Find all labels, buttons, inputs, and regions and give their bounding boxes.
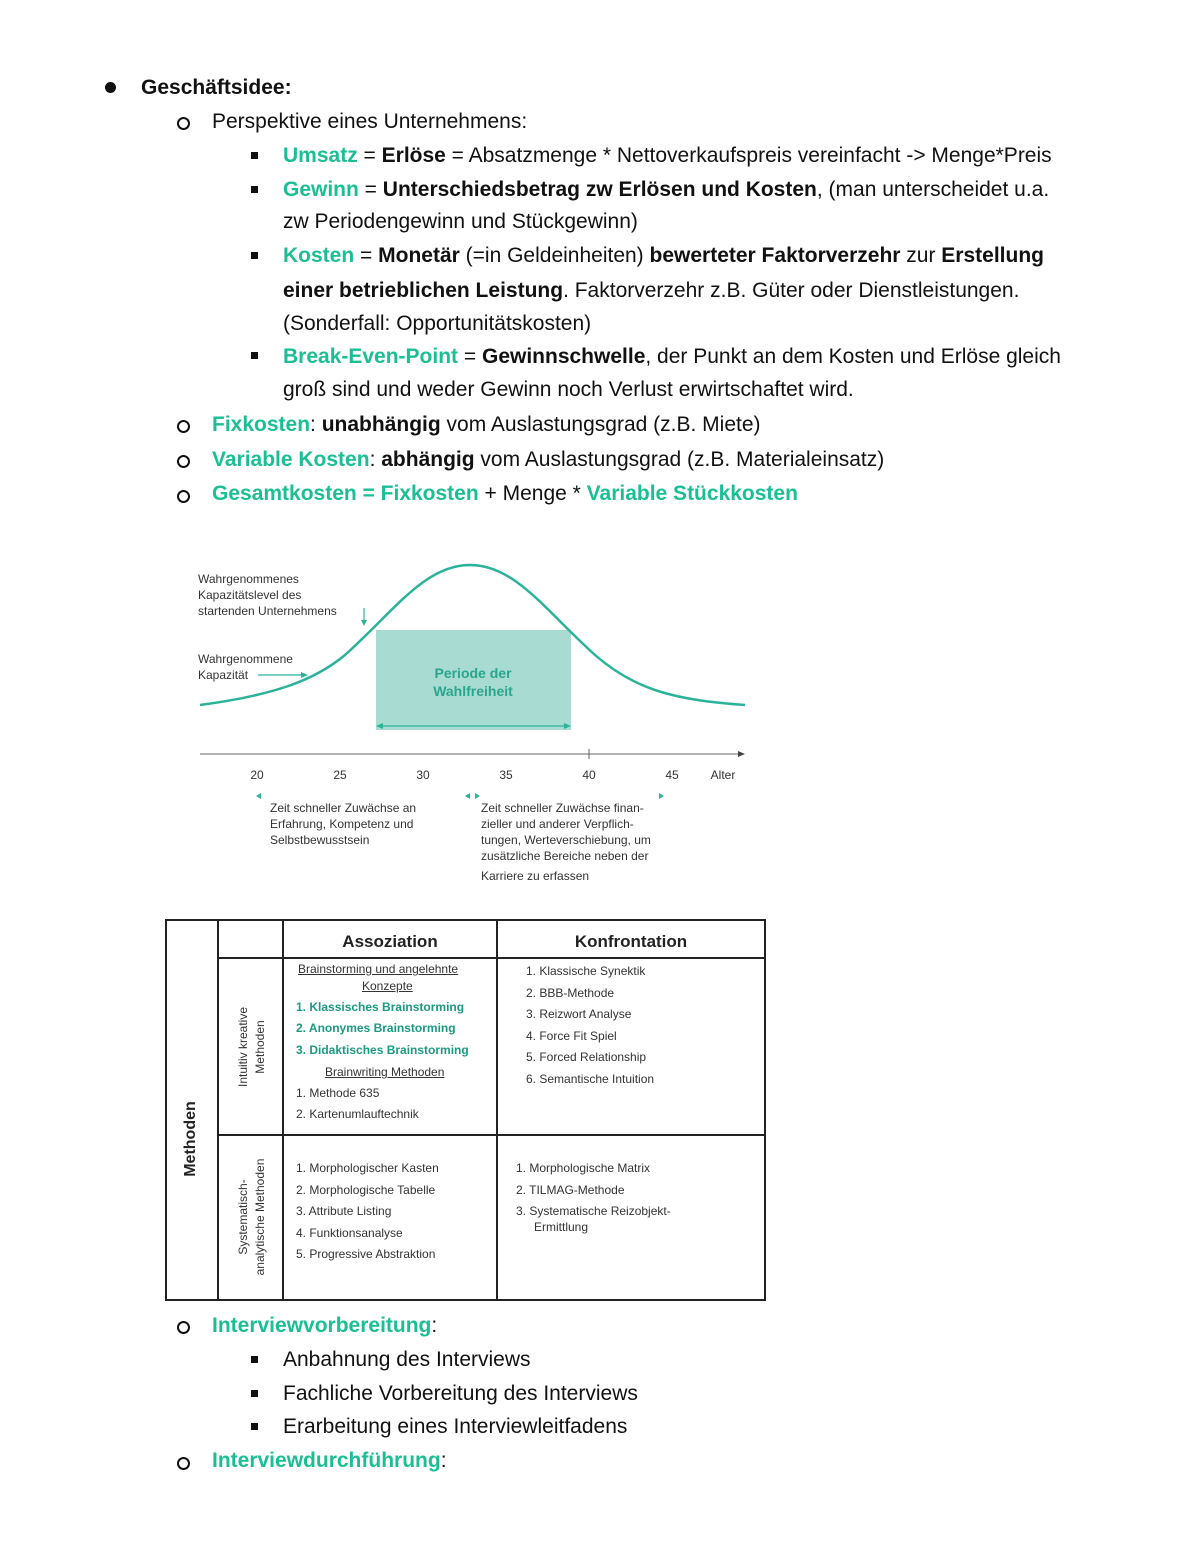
label-kapazitaet-1: Wahrgenommene [198,652,293,666]
term-umsatz: Umsatz [283,144,358,167]
term-variable-kosten: Variable Kosten [212,448,370,471]
axis-arrow [738,751,745,757]
bullet-square [251,1423,258,1430]
bullet-square [251,152,258,159]
konf-item: 2. TILMAG-Methode [516,1183,625,1197]
term-kosten: Kosten [283,244,355,267]
row-label-intuitiv-2: Methoden [253,1020,267,1074]
term-variable-stueckkosten: Variable Stückkosten [586,482,798,505]
right-note-3: tungen, Werteverschiebung, um [481,833,651,847]
assoc-heading-konzepte: Konzepte [362,979,413,993]
text-sonderfall: (Sonderfall: Opportunitätskosten) [283,312,592,335]
left-note-3: Selbstbewusstsein [270,833,370,847]
bullet-circle [177,490,190,503]
text-gewinn-cont: zw Periodengewinn und Stückgewinn) [283,210,638,233]
label-kapazitaet-2: Kapazität [198,668,249,682]
text-plus-menge: + Menge * [478,482,587,505]
tick-20: 20 [250,768,264,782]
tick-30: 30 [416,768,430,782]
assoc-item: 3. Didaktisches Brainstorming [296,1043,469,1057]
label-kapazitaetslevel-3: startenden Unternehmens [198,604,337,618]
text-bep [283,343,1061,371]
assoc-item: 1. Klassisches Brainstorming [296,1000,465,1014]
term-unterschiedsbetrag: Unterschiedsbetrag zw Erlösen und Kosten [382,178,817,201]
konf-item: 3. Reizwort Analyse [526,1007,632,1021]
text-geldeinheiten: (=in Geldeinheiten) [459,244,650,267]
tick-25: 25 [333,768,347,782]
label-kapazitaetslevel-1: Wahrgenommenes [198,572,299,586]
bullet-circle [177,420,190,433]
text-colon: : [431,1314,438,1337]
text-kosten [283,242,1044,270]
left-period-marker [256,793,261,799]
assoc-item: 1. Methode 635 [296,1086,380,1100]
label2-pointer-head [301,672,308,678]
term-betriebliche-leistung: einer betrieblichen Leistung [283,279,564,302]
bullet-square [251,1356,258,1363]
text-colon: : [310,413,322,436]
assoc-heading-brainstorming: Brainstorming und angelehnte [298,962,459,976]
tick-35: 35 [499,768,513,782]
text-variable-def: vom Auslastungsgrad (z.B. Materialeinsatz) [474,448,885,471]
konf-item: 1. Morphologische Matrix [516,1161,651,1175]
bullet-square [251,252,258,259]
konf-item: 1. Klassische Synektik [526,964,646,978]
text-umsatz-def: = Absatzmenge * Nettoverkaufspreis vereinfacht -> Menge*Preis [445,144,1052,167]
text-equals: = [458,345,482,368]
term-interviewvorbereitung: Interviewvorbereitung [212,1314,432,1337]
konf-item: 2. BBB-Methode [526,986,615,1000]
bullet-circle [177,117,190,130]
term-unabhaengig: unabhängig [321,413,441,436]
konf-item: 4. Force Fit Spiel [526,1029,617,1043]
assoc-item: 2. Morphologische Tabelle [296,1183,436,1197]
term-erloese: Erlöse [381,144,446,167]
career-curve-figure [195,550,795,895]
table-side-label: Methoden [182,1101,199,1177]
bullet-circle [177,455,190,468]
row-label-systematisch-1: Systematisch- [236,1179,250,1255]
text-equals: = [358,178,383,201]
assoc-item: 2. Kartenumlauftechnik [296,1107,419,1121]
term-gesamtkosten: Gesamtkosten = Fixkosten [212,482,479,505]
box-label-1: Periode der [434,665,512,681]
term-abhaengig: abhängig [381,448,475,471]
text-umsatz [283,142,1052,170]
right-note-5: Karriere zu erfassen [481,869,590,883]
row-label-systematisch-2: analytische Methoden [253,1158,267,1276]
text-bep-def: , der Punkt an dem Kosten und Erlöse gleich [645,345,1061,368]
text-equals: = [354,244,379,267]
term-erstellung: Erstellung [941,244,1044,267]
col-header-konfrontation: Konfrontation [574,932,688,951]
text-equals: = [357,144,382,167]
text-gewinn [283,176,1049,204]
right-note-2: zieller und anderer Verpflich- [481,817,634,831]
bullet-square [251,352,258,359]
text-gewinn-note: , (man unterscheidet u.a. [816,178,1050,201]
text-perspektive: Perspektive eines Unternehmens: [212,110,528,133]
text-colon: : [440,1449,447,1472]
tick-40: 40 [582,768,596,782]
text-zur: zur [900,244,942,267]
text-kosten-cont [283,277,1019,305]
bullet-circle [177,1321,190,1334]
tick-alter: Alter [710,768,736,782]
right-note-4: zusätzliche Bereiche neben der [481,849,649,863]
bullet-square [251,186,258,193]
assoc-item: 4. Funktionsanalyse [296,1226,403,1240]
assoc-item: 2. Anonymes Brainstorming [296,1021,456,1035]
mid-period-marker-l [465,793,470,799]
box-label-2: Wahlfreiheit [433,683,513,699]
bullet-square [251,1390,258,1397]
text-gesamtkosten [212,480,798,508]
term-gewinn: Gewinn [283,178,359,201]
right-period-marker [659,793,664,799]
iv-item: Erarbeitung eines Interviewleitfadens [283,1415,628,1438]
assoc-item: 5. Progressive Abstraktion [296,1247,436,1261]
konf-item: 6. Semantische Intuition [526,1072,655,1086]
label-kapazitaetslevel-2: Kapazitätslevel des [198,588,302,602]
text-fixkosten-def: vom Auslastungsgrad (z.B. Miete) [440,413,761,436]
term-faktorverzehr: bewerteter Faktorverzehr [649,244,901,267]
iv-item: Anbahnung des Interviews [283,1348,531,1371]
bullet-circle [177,1457,190,1470]
text-fixkosten [212,411,761,439]
label1-pointer-head [361,620,367,626]
tick-45: 45 [665,768,679,782]
row-label-intuitiv-1: Intuitiv kreative [236,1006,250,1088]
col-header-assoziation: Assoziation [342,932,438,951]
text-colon: : [369,448,382,471]
mid-period-marker-r [475,793,480,799]
left-note-2: Erfahrung, Kompetenz und [270,817,414,831]
assoc-item: 1. Morphologischer Kasten [296,1161,439,1175]
konf-item: 5. Forced Relationship [526,1050,647,1064]
term-gewinnschwelle: Gewinnschwelle [481,345,646,368]
text-variable-kosten [212,446,884,474]
term-interviewdurchfuehrung: Interviewdurchführung [212,1449,441,1472]
term-break-even-point: Break-Even-Point [283,345,459,368]
assoc-item: 3. Attribute Listing [296,1204,392,1218]
konf-item: Ermittlung [534,1220,589,1234]
text-faktorverzehr-bsp: . Faktorverzehr z.B. Güter oder Dienstleistungen. [563,279,1020,302]
text-bep-cont: groß sind und weder Gewinn noch Verlust erwirtschaftet wird. [283,378,854,401]
iv-item: Fachliche Vorbereitung des Interviews [283,1382,638,1405]
left-note-1: Zeit schneller Zuwächse an [270,801,417,815]
term-monetaer: Monetär [378,244,460,267]
heading-geschaeftsidee: Geschäftsidee: [141,76,292,99]
bullet-disc [105,82,116,93]
assoc-heading-brainwriting: Brainwriting Methoden [325,1065,445,1079]
text-interviewdurchfuehrung [212,1447,447,1475]
konf-item: 3. Systematische Reizobjekt- [516,1204,671,1218]
term-fixkosten: Fixkosten [212,413,311,436]
methods-table [165,919,766,1301]
text-interviewvorbereitung [212,1312,437,1340]
right-note-1: Zeit schneller Zuwächse finan- [481,801,644,815]
